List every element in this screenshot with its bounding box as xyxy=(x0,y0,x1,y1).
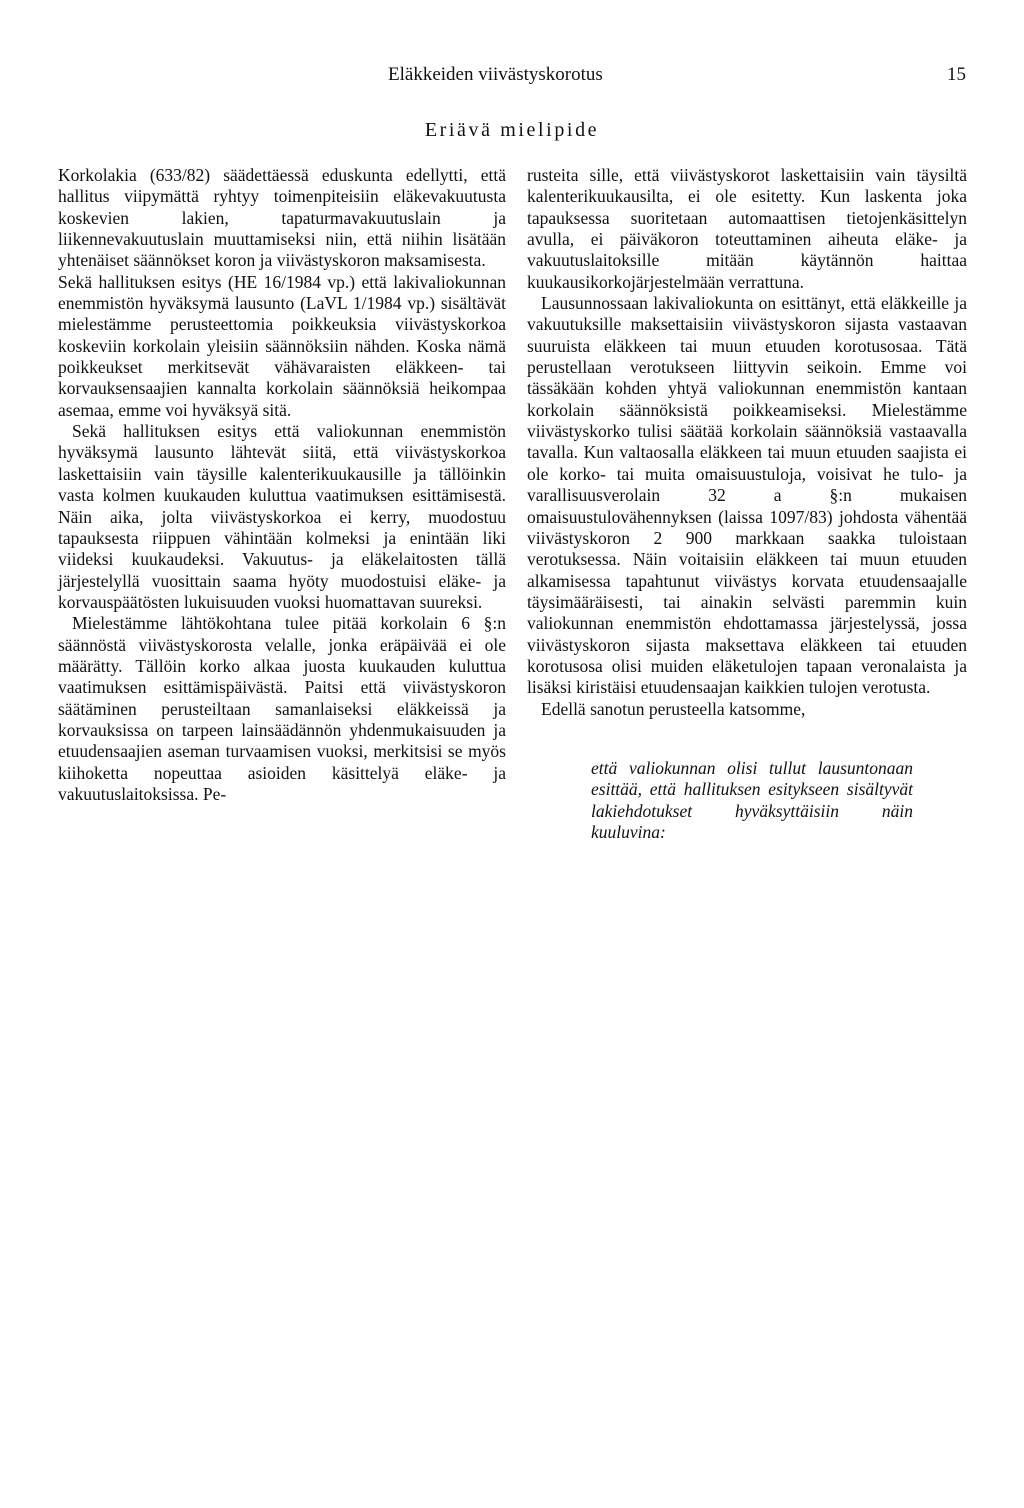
paragraph: Lausunnossaan lakivaliokunta on esittänyt, että eläkkeille ja vakuutuksille maksettaisiin viivästyskoron sijasta vastaavan suuruista eläkkeen tai muun etuuden korotusosaa. Tätä perustellaan verotukseen liittyvin seikoin. Emme voi tässäkään kohden yhtyä valiokunnan enemmistön kantaan korkolain säännöksistä poikkeamiseksi. Mielestämme viivästyskorko tulisi säätää korkolain säännöksiä vastaavalla tavalla. Kun valtaosalla eläkkeen tai muun etuuden saajista ei ole korko- tai muita omaisuustuloja, voisivat he tulo- ja varallisuusverolain 32 a §:n mukaisen omaisuustulovähennyksen (laissa 1097/83) johdosta vähentää viivästyskoron 2 900 markkaan saakka tuloistaan verotuksessa. Näin voitaisiin eläkkeen tai muun etuuden alkamisessa tapahtunut viivästys korvata etuudensaajalle täysimääräisesti, tai ainakin selvästi paremmin kuin valiokunnan enemmistön ehdottamassa järjestelyssä, jossa viivästyskoron sijasta maksettava eläkkeen tai etuuden korotusosa olisi muiden eläketulojen tapaan veronalaista ja lisäksi kiristäisi etuudensaajan kaikkien tulojen verotusta. xyxy=(527,293,967,698)
running-title: Eläkkeiden viivästyskorotus xyxy=(388,64,603,85)
paragraph: Mielestämme lähtökohtana tulee pitää korkolain 6 §:n säännöstä viivästyskorosta velalle, jonka eräpäivää ei ole määrätty. Tällöin korko alkaa juosta kuukauden kuluttua vaatimuksen esittämispäivästä. Paitsi että viivästyskoron säätäminen perusteiltaan samanlaiseksi eläkkeissä ja korvauksissa on tarpeen lainsäädännön yhdenmukaisuuden ja etuudensaajien aseman turvaamisen vuoksi, merkitsisi se myös kiihoketta nopeuttaa asioiden käsittelyä eläke- ja vakuutuslaitoksissa. Pe- xyxy=(58,613,506,804)
running-head xyxy=(0,64,1024,90)
paragraph: Korkolakia (633/82) säädettäessä eduskunta edellytti, että hallitus viipymättä ryhtyy toimenpiteisiin eläkevakuutusta koskevien lakien, tapaturmavakuutuslain ja liikennevakuutuslain muuttamiseksi niin, että niihin lisätään yhtenäiset säännökset koron ja viivästyskoron maksamisesta. xyxy=(58,165,506,271)
paragraph: Edellä sanotun perusteella katsomme, xyxy=(541,698,806,719)
right-column xyxy=(527,165,967,843)
paragraph: Sekä hallituksen esitys (HE 16/1984 vp.) että lakivaliokunnan enemmistön hyväksymä lausunto (LaVL 1/1984 vp.) sisältävät mielestämme perusteettomia poikkeuksia viivästyskorkoa koskeviin korkolain yleisiin säännöksiin nähden. Koska nämä poikkeukset merkitsevät vähävaraisten eläkkeen- tai korvauksensaajien kannalta korkolain säännöksiä heikompaa asemaa, emme voi hyväksyä sitä. xyxy=(58,271,506,420)
left-column xyxy=(58,165,506,805)
proposal-text: että valiokunnan olisi tullut lausuntonaan esittää, että hallituksen esitykseen sisältyvät lakiehdotukset hyväksyttäisiin näin kuuluvina: xyxy=(591,757,913,842)
section-heading: Eriävä mielipide xyxy=(424,119,600,141)
paragraph: Sekä hallituksen esitys että valiokunnan enemmistön hyväksymä lausunto lähtevät siitä, että viivästyskorkoa laskettaisiin vain täysille kalenterikuukausille ja tällöinkin vasta kolmen kuukauden kuluttua vaatimuksen esittämisestä. Näin aika, jolta viivästyskorkoa ei kerry, muodostuu tapauksesta riippuen vähintään kolmeksi ja enintään liki viideksi kuukaudeksi. Vakuutus- ja eläkelaitosten tällä järjestelyllä vuosittain saama hyöty muodostuisi eläke- ja korvauspäätösten lukuisuuden vuoksi huomattavan suureksi. xyxy=(58,421,506,612)
page-number: 15 xyxy=(947,64,966,85)
paragraph: rusteita sille, että viivästyskorot laskettaisiin vain täysiltä kalenterikuukausilta, ei ole esitetty. Kun laskenta joka tapauksessa suoritetaan automaattisen tietojenkäsittelyn avulla, ei päiväkoron toteuttaminen aiheuta eläke- ja vakuutuslaitoksille mitään käytännön haittaa kuukausikorkojärjestelmään verrattuna. xyxy=(527,165,967,292)
